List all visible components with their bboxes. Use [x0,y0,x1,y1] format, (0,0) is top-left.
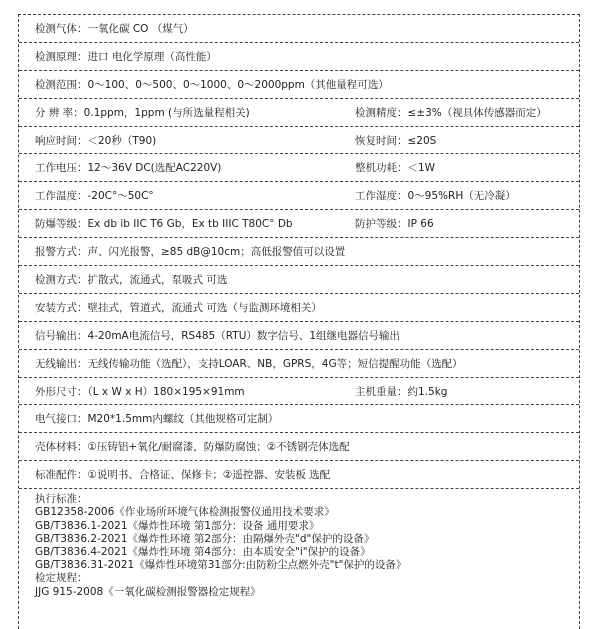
row-temperature [19,182,579,210]
row-explosion-proof [19,210,579,238]
row-voltage [19,154,579,182]
row-accessories [19,461,579,489]
spec-table [18,14,580,629]
row-electrical [19,405,579,433]
spec-text: 安装方式：壁挂式，管道式，流通式 可选（与监测环境相关） [35,301,322,314]
standards-line: GB12358-2006《作业场所环境气体检测报警仪通用技术要求》 [35,506,335,519]
spec-text: 标准配件：①说明书、合格证、保修卡；②遥控器、安装板 选配 [35,469,331,482]
spec-text-right: 整机功耗：＜1W [355,162,436,175]
row-signal-output [19,322,579,350]
row-detection-mode [19,266,579,294]
row-principle [19,43,579,71]
standards-line: GB/T3836.2-2021《爆炸性环境 第2部分：由隔爆外壳"d"保护的设备》 [35,532,375,545]
row-alarm [19,238,579,266]
standards-line: GB/T3836.4-2021《爆炸性环境 第4部分：由本质安全"i"保护的设备》 [35,545,371,558]
spec-text: 壳体材料：①压铸铝+氧化/耐腐漆，防爆防腐蚀；②不锈钢壳体选配 [35,441,350,454]
standards-line: GB/T3836.1-2021《爆炸性环境 第1部分：设备 通用要求》 [35,519,320,532]
spec-text-right: 工作湿度：0～95%RH（无冷凝） [355,190,516,203]
spec-text-left: 分 辨 率：0.1ppm，1ppm (与所选量程相关) [35,106,250,119]
spec-text-left: 外形尺寸：（L x W x H）180×195×91mm [35,385,245,398]
row-housing [19,433,579,461]
row-resolution [19,99,579,127]
spec-text: 检测范围：0～100、0～500、0～1000、0～2000ppm（其他量程可选） [35,78,389,91]
spec-text-right: 恢复时间：≤20S [355,134,437,147]
spec-text-left: 防爆等级：Ex db ib IIC T6 Gb，Ex tb IIIC T80C° Db [35,218,293,231]
spec-text: 报警方式：声、闪光报警，≥85 dB@10cm；高低报警值可以设置 [35,246,346,259]
standards-line: 执行标准： [35,493,88,506]
spec-text: 无线输出：无线传输功能（选配），支持LOAR、NB，GPRS，4G等；短信提醒功能（选配） [35,357,463,370]
spec-text-right: 检测精度：≤±3%（视具体传感器而定） [355,106,547,119]
spec-text-right: 主机重量：约1.5kg [355,385,448,398]
spec-text: 检测方式：扩散式，流通式，泵吸式 可选 [35,273,228,286]
standards-line: GB/T3836.31-2021《爆炸性环境第31部分:由防粉尘点燃外壳"t"保护的设备》 [35,559,407,572]
spec-text: 检测原理：进口 电化学原理（高性能） [35,50,217,63]
spec-text-right: 防护等级：IP 66 [355,218,434,231]
standards-line: 检定规程： [35,572,88,585]
row-installation [19,294,579,322]
row-response [19,127,579,155]
standards-block [19,489,579,629]
spec-text-left: 响应时间：＜20秒（T90) [35,134,157,147]
row-wireless [19,350,579,378]
spec-text-left: 工作温度：-20C°～50C° [35,190,154,203]
row-dimensions [19,378,579,406]
spec-text: 电气接口：M20*1.5mm内螺纹（其他规格可定制） [35,413,279,426]
spec-text-left: 工作电压：12～36V DC(选配AC220V) [35,162,222,175]
spec-text: 检测气体：一氧化碳 CO （煤气） [35,22,194,35]
spec-text: 信号输出：4-20mA电流信号，RS485（RTU）数字信号、1组继电器信号输出 [35,329,401,342]
row-range [19,71,579,99]
standards-line: JJG 915-2008《一氧化碳检测报警器检定规程》 [35,585,261,598]
row-gas [19,15,579,43]
